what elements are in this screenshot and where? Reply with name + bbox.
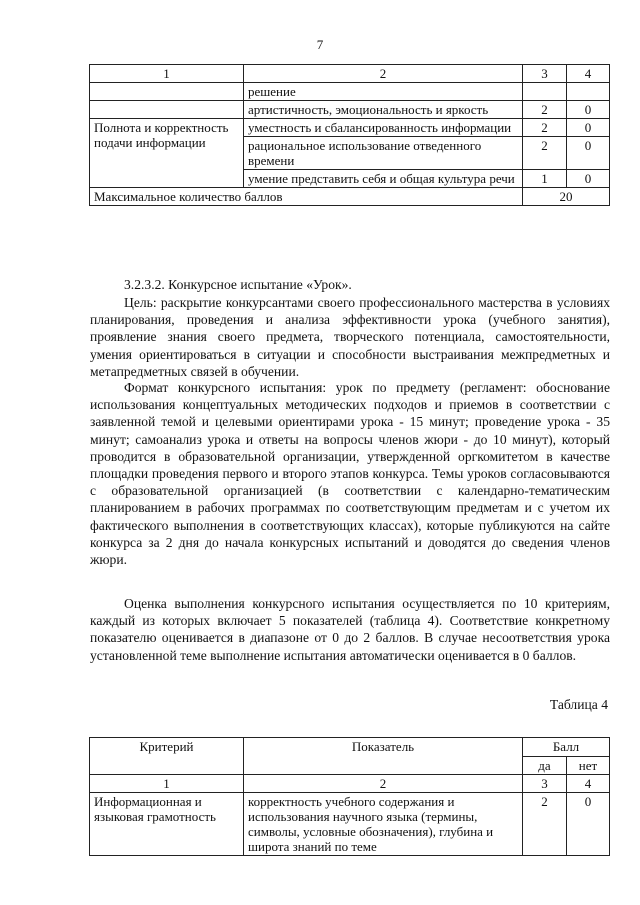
yes-cell (523, 83, 567, 101)
number-cell: 2 (244, 775, 523, 793)
table-caption: Таблица 4 (549, 697, 608, 712)
header-no: нет (567, 756, 610, 775)
paragraph-goal (90, 294, 610, 380)
table-header-row (90, 738, 610, 757)
indicator-cell: корректность учебного содержания и использования научного языка (термины, символы, условные обозначения), глубина и широта знаний по теме (244, 793, 523, 856)
header-cell: 4 (567, 65, 610, 83)
criterion-cell: Полнота и корректность подачи информации (90, 119, 244, 188)
paragraph-format (90, 379, 610, 568)
yes-cell: 2 (523, 101, 567, 119)
max-score-value: 20 (523, 188, 610, 206)
table-row (90, 101, 610, 119)
table-header-row (90, 65, 610, 83)
header-indicator: Показатель (244, 738, 523, 775)
yes-cell: 2 (523, 793, 567, 856)
number-cell: 1 (90, 775, 244, 793)
header-cell: 1 (90, 65, 244, 83)
header-cell: 3 (523, 65, 567, 83)
criteria-table-4 (89, 737, 610, 856)
indicator-cell: артистичность, эмоциональность и яркость (244, 101, 523, 119)
indicator-cell: уместность и сбалансированность информации (244, 119, 523, 137)
no-cell: 0 (567, 170, 610, 188)
number-cell: 4 (567, 775, 610, 793)
yes-cell: 1 (523, 170, 567, 188)
max-score-row (90, 188, 610, 206)
max-score-label: Максимальное количество баллов (90, 188, 523, 206)
no-cell: 0 (567, 137, 610, 170)
paragraph-evaluation (90, 595, 610, 664)
paragraph-text: Формат конкурсного испытания: урок по предмету (регламент: обоснование использования концептуальных методических подходов и приемов в соответствии с заявленной темой и целевыми ориентирами урока - 15 минут; проведение урока - 35 минут; самоанализ урока и ответы на вопросы членов жюри - до 10 минут), который проводится в образовательной организации, утвержденной оргкомитетом в качестве площадки проведения первого и второго этапов конкурса. Темы уроков согласовываются с образовательной организацией (в соответствии с календарно-тематическим планированием в рабочих программах по соответствующим предметам и с учетом их фактического выполнения в соответствующих классах), которые публикуются на сайте конкурса за 2 дня до начала конкурсных испытаний и доводятся до сведения членов жюри. (90, 380, 610, 568)
header-score: Балл (523, 738, 610, 757)
yes-cell: 2 (523, 119, 567, 137)
number-cell: 3 (523, 775, 567, 793)
criterion-cell-empty (90, 83, 244, 101)
table-number-row (90, 775, 610, 793)
table-row (90, 83, 610, 101)
no-cell: 0 (567, 119, 610, 137)
no-cell: 0 (567, 101, 610, 119)
header-criterion: Критерий (90, 738, 244, 775)
criteria-table-continued (89, 64, 610, 206)
indicator-cell: рациональное использование отведенного времени (244, 137, 523, 170)
indicator-cell: решение (244, 83, 523, 101)
paragraph-text: Цель: раскрытие конкурсантами своего профессионального мастерства в условиях планирования, проведения и анализа эффективности урока (учебного занятия), проявление знания своего предмета, творческого потенциала, самостоятельности, умения ориентироваться в ситуации и способности выстраивания межпредметных и метапредметных связей в обучении. (90, 295, 610, 379)
no-cell: 0 (567, 793, 610, 856)
header-cell: 2 (244, 65, 523, 83)
section-heading (90, 276, 610, 293)
criterion-cell: Информационная и языковая грамотность (90, 793, 244, 856)
yes-cell: 2 (523, 137, 567, 170)
table-row (90, 119, 610, 137)
criterion-cell-empty (90, 101, 244, 119)
header-yes: да (523, 756, 567, 775)
page-number: 7 (316, 37, 324, 52)
section-heading-text: 3.2.3.2. Конкурсное испытание «Урок». (124, 277, 352, 292)
paragraph-text: Оценка выполнения конкурсного испытания осуществляется по 10 критериям, каждый из которых включает 5 показателей (таблица 4). Соответствие конкретному показателю оценивается в диапазоне от 0 до 2 баллов. В случае несоответствия урока установленной теме выполнение испытания автоматически оценивается в 0 баллов. (90, 596, 610, 663)
indicator-cell: умение представить себя и общая культура речи (244, 170, 523, 188)
no-cell (567, 83, 610, 101)
table-row (90, 793, 610, 856)
